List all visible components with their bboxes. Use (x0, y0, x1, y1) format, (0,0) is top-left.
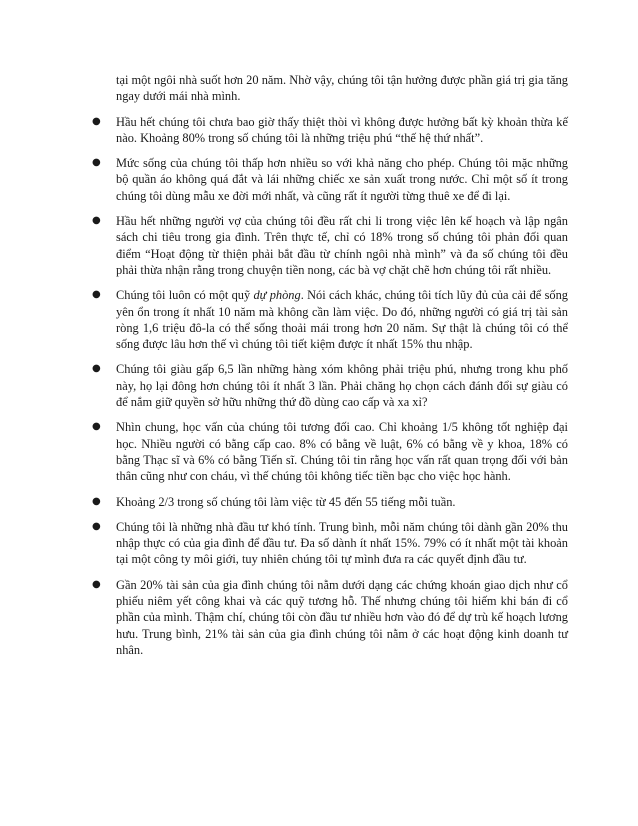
bullet-icon: ● (92, 578, 101, 590)
list-item-text: Nhìn chung, học vấn của chúng tôi tương đối cao. Chỉ khoảng 1/5 không tốt nghiệp đại học. Nhiều người có bằng cấp cao. 8% có bằng về luật, 6% có bằng về y khoa, 18% có bằng Thạc sĩ và 6% có bằng Tiến sĩ. Chúng tôi tin rằng học vấn rất quan trọng đối với bản thân cũng như con cháu, vì thế chúng tôi không tiếc tiền bạc cho việc học hành. (116, 420, 568, 484)
list-item (92, 519, 568, 568)
list-item (92, 494, 568, 510)
list-item (92, 114, 568, 147)
italic-term: dự phòng (253, 288, 301, 303)
list-item-text: Hầu hết những người vợ của chúng tôi đều rất chi li trong việc lên kế hoạch và lập ngân sách chi tiêu trong gia đình. Trên thực tế, chỉ có 18% trong số chúng tôi phản đối quan điểm “Hoạt động từ thiện phải bắt đầu từ chính ngôi nhà mình” và đa số chúng tôi đều phải thừa nhận rằng trong chuyện tiền nong, các bà vợ chặt chẽ hơn chúng tôi rất nhiều. (116, 214, 568, 277)
list-item-text-before: Chúng tôi luôn có một quỹ (116, 288, 254, 303)
list-item-text: Gần 20% tài sản của gia đình chúng tôi nằm dưới dạng các chứng khoán giao dịch như cổ phiếu niêm yết công khai và các quỹ tương hỗ. Thế nhưng chúng tôi hiếm khi bán đi cổ phần của mình. Thậm chí, chúng tôi còn đầu tư nhiều hơn vào đó để dự trù kế hoạch lương hưu. Trung bình, 21% tài sản của gia đình chúng tôi nằm ở các hoạt động kinh doanh tư nhân. (116, 577, 568, 657)
list-item (92, 361, 568, 410)
list-item-text-after: . Nói cách khác, chúng tôi tích lũy đủ của cải để sống yên ổn trong ít nhất 10 năm mà không cần làm việc. Do đó, những người có giá trị tài sản ròng 1,6 triệu đô-la có thể sống thoải mái trong hơn 20 năm. Sự thật là chúng tôi có thể sống được lâu hơn thế vì chúng tôi tiết kiệm được ít nhất 15% thu nhập. (116, 288, 568, 352)
bullet-icon: ● (92, 363, 101, 375)
intro-paragraph: tại một ngôi nhà suốt hơn 20 năm. Nhờ vậy, chúng tôi tận hưởng được phần giá trị gia tăng ngay dưới mái nhà mình. (116, 73, 568, 104)
list-item-text: Mức sống của chúng tôi thấp hơn nhiều so với khả năng cho phép. Chúng tôi mặc những bộ quần áo không quá đắt và lái những chiếc xe sản xuất trong nước. Chỉ một số ít trong chúng tôi dùng mẫu xe đời mới nhất, và cũng rất ít người từng thuê xe để đi lại. (116, 156, 568, 203)
list-item (92, 213, 568, 278)
bullet-icon: ● (92, 157, 101, 169)
list-item-text: Chúng tôi là những nhà đầu tư khó tính. Trung bình, mỗi năm chúng tôi dành gần 20% thu nhập thực có của gia đình để đầu tư. Đa số dành ít nhất 15%. 79% có ít nhất một tài khoản tại một công ty môi giới, tuy nhiên chúng tôi tự mình đưa ra các quyết định đầu tư. (116, 519, 568, 567)
list-item-text: Hầu hết chúng tôi chưa bao giờ thấy thiệt thòi vì không được hưởng bất kỳ khoản thừa kế nào. Khoảng 80% trong số chúng tôi là những triệu phú “thế hệ thứ nhất”. (116, 114, 568, 145)
list-item (92, 419, 568, 484)
bullet-icon: ● (92, 289, 101, 301)
bullet-icon: ● (92, 520, 101, 532)
bullet-icon: ● (92, 421, 101, 433)
list-item (92, 287, 568, 352)
bullet-icon: ● (92, 215, 101, 227)
list-item-text: Khoảng 2/3 trong số chúng tôi làm việc từ 45 đến 55 tiếng mỗi tuần. (116, 494, 456, 509)
bullet-icon: ● (92, 495, 101, 507)
bullet-icon: ● (92, 115, 101, 127)
list-item (92, 577, 568, 658)
list-item (92, 155, 568, 204)
list-item-text: Chúng tôi giàu gấp 6,5 lần những hàng xóm không phải triệu phú, nhưng trong khu phố này, họ lại đông hơn chúng tôi ít nhất 3 lần. Phải chăng họ chọn cách đánh đổi sự giàu có để nắm giữ quyền sở hữu những thứ đồ dùng cao cấp và xa xỉ? (116, 362, 568, 410)
